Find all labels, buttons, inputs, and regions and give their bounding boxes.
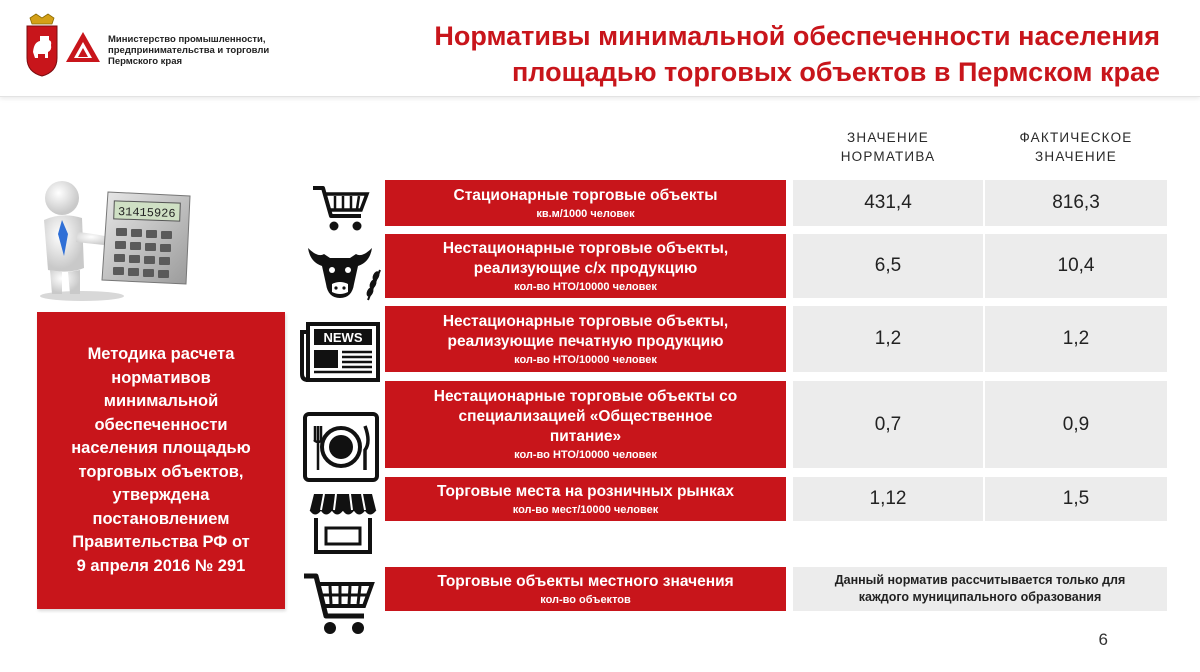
coat-of-arms-icon xyxy=(24,12,60,78)
actual-value-agri-nto: 10,4 xyxy=(985,234,1167,298)
row-unit: кол-во НТО/10000 человек xyxy=(514,280,657,293)
methodology-line: нормативов xyxy=(111,368,211,387)
actual-value-print-nto: 1,2 xyxy=(985,306,1167,372)
row-unit: кв.м/1000 человек xyxy=(536,207,635,220)
row-label-local-objects xyxy=(385,567,786,611)
page-title xyxy=(340,18,1160,90)
row-title-line: реализующие с/х продукцию xyxy=(473,259,698,277)
actual-value-stationary: 816,3 xyxy=(985,180,1167,226)
calculator-display-text: 31415926 xyxy=(117,204,176,221)
row-title-line: Нестационарные торговые объекты, xyxy=(442,239,729,257)
actual-value-market-places: 1,5 xyxy=(985,477,1167,521)
row-label-print-nto xyxy=(385,306,786,372)
row-unit: кол-во НТО/10000 человек xyxy=(514,353,657,366)
row-unit: кол-во объектов xyxy=(540,593,631,606)
page-title-line: площадью торговых объектов в Пермском крае xyxy=(511,57,1160,87)
row-label-agri-nto xyxy=(385,234,786,298)
row-title-line: Стационарные торговые объекты xyxy=(453,186,718,204)
news-label-text: NEWS xyxy=(323,330,363,345)
methodology-line: минимальной xyxy=(103,392,219,410)
methodology-line: Методика расчета xyxy=(87,345,235,363)
note-line: каждого муниципального образования xyxy=(858,590,1102,604)
shopping-cart-icon-2 xyxy=(302,570,376,638)
row-unit: кол-во НТО/10000 человек xyxy=(514,449,657,461)
methodology-line: 9 апреля 2016 № 291 xyxy=(76,556,246,575)
page-number: 6 xyxy=(1098,630,1108,649)
page-title-line: Нормативы минимальной обеспеченности населения xyxy=(434,21,1160,51)
ministry-name-line: Пермского края xyxy=(108,56,183,67)
row-unit: кол-во мест/10000 человек xyxy=(512,503,659,516)
person-calculator-icon xyxy=(22,172,197,302)
ministry-name xyxy=(108,34,308,67)
norm-value-market-places: 1,12 xyxy=(793,477,983,521)
ministry-name-line: предпринимательства и торговли xyxy=(108,45,270,56)
actual-value-food-nto: 0,9 xyxy=(985,381,1167,468)
methodology-line: обеспеченности xyxy=(94,415,228,434)
note-line: Данный норматив рассчитывается только для xyxy=(834,573,1126,587)
row-title-line: специализацией «Общественное xyxy=(458,408,713,425)
market-stall-icon xyxy=(308,490,378,556)
newspaper-icon xyxy=(298,322,382,384)
row-title-line: Нестационарные торговые объекты, xyxy=(442,312,729,330)
methodology-line: населения площадью xyxy=(71,439,251,457)
norm-value-print-nto: 1,2 xyxy=(793,306,983,372)
column-header-norm xyxy=(793,128,983,166)
row-title-line: Торговые места на розничных рынках xyxy=(436,482,735,500)
column-header-line: ЗНАЧЕНИЕ xyxy=(847,130,929,145)
norm-value-stationary: 431,4 xyxy=(793,180,983,226)
row-title-line: питание» xyxy=(549,428,622,445)
row-label-market-places xyxy=(385,477,786,521)
methodology-box xyxy=(37,312,285,609)
row-title-line: Нестационарные торговые объекты со xyxy=(433,388,738,405)
ministry-logo-icon xyxy=(64,30,102,64)
row-label-food-nto xyxy=(385,381,786,468)
cow-head-icon xyxy=(304,240,384,302)
ministry-name-line: Министерство промышленности, xyxy=(108,34,266,45)
row-label-stationary xyxy=(385,180,786,226)
norm-value-agri-nto: 6,5 xyxy=(793,234,983,298)
row-title-line: реализующие печатную продукцию xyxy=(447,332,724,350)
methodology-text xyxy=(51,343,271,578)
plate-cutlery-icon xyxy=(303,412,379,482)
norm-value-food-nto: 0,7 xyxy=(793,381,983,468)
methodology-line: торговых объектов, xyxy=(78,462,244,481)
local-objects-note xyxy=(793,567,1167,611)
column-header-line: НОРМАТИВА xyxy=(840,149,936,164)
row-title-line: Торговые объекты местного значения xyxy=(437,572,734,590)
shopping-cart-icon xyxy=(311,182,371,234)
column-header-line: ФАКТИЧЕСКОЕ xyxy=(1019,130,1133,145)
column-header-actual xyxy=(985,128,1167,166)
methodology-line: Правительства РФ от xyxy=(72,533,250,551)
methodology-line: постановлением xyxy=(92,509,230,528)
methodology-line: утверждена xyxy=(112,486,210,504)
column-header-line: ЗНАЧЕНИЕ xyxy=(1035,149,1117,164)
